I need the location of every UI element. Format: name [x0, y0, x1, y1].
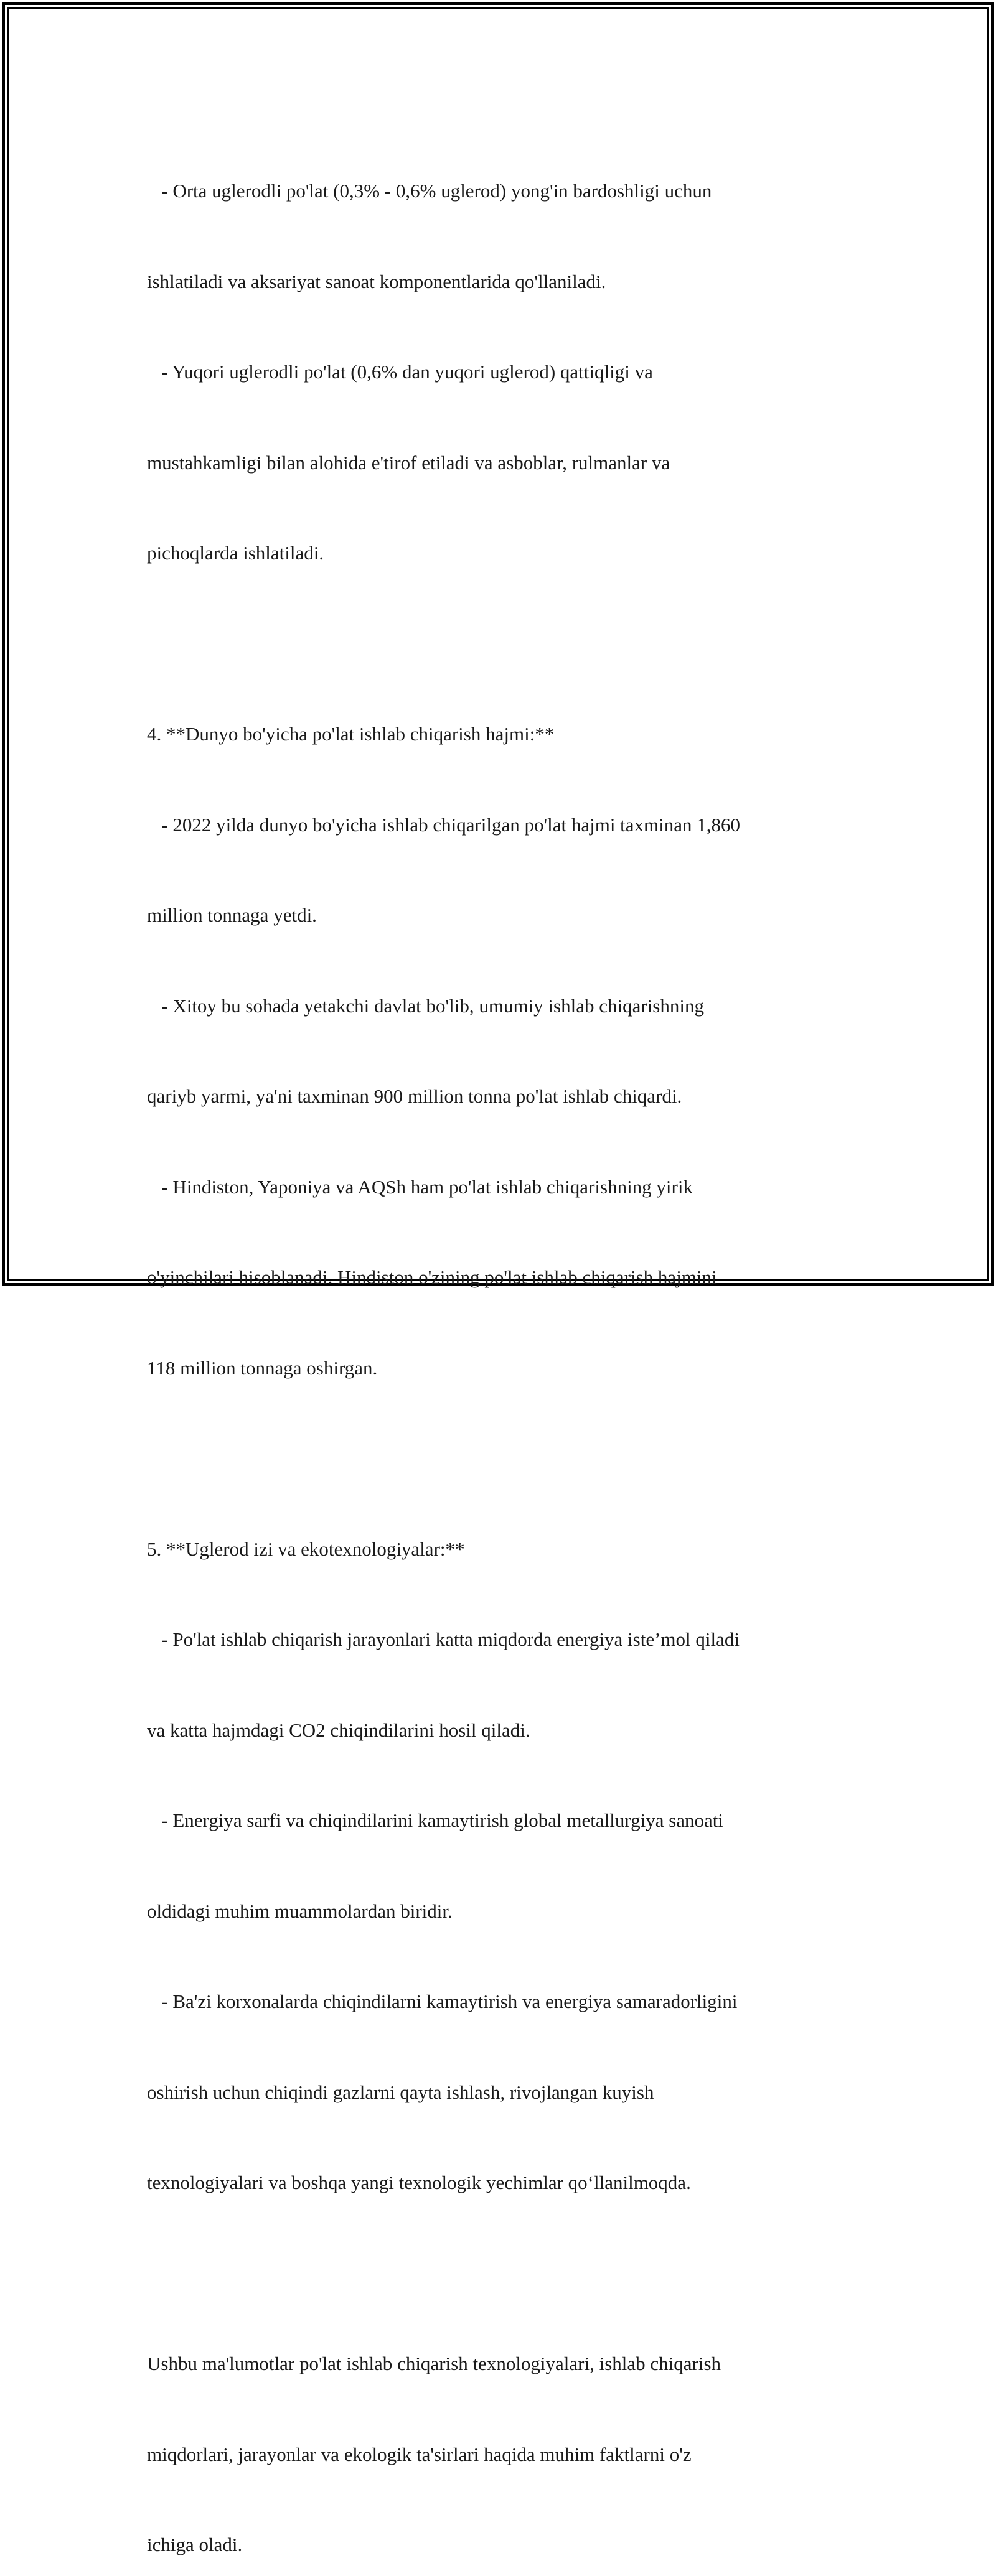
conclusion-line: miqdorlari, jarayonlar va ekologik ta'sirlari haqida muhim faktlarni o'z: [147, 2443, 692, 2465]
text-line: 118 million tonnaga oshirgan.: [147, 1356, 378, 1379]
text-line: ishlatiladi va aksariyat sanoat komponentlarida qo'llaniladi.: [147, 270, 606, 292]
paragraph-spacer: [147, 2259, 881, 2289]
conclusion-line: Ushbu ma'lumotlar po'lat ishlab chiqarish texnologiyalari, ishlab chiqarish: [147, 2353, 721, 2374]
section-heading: 4. **Dunyo bo'yicha po'lat ishlab chiqarish hajmi:**: [147, 723, 555, 745]
text-line: million tonnaga yetdi.: [147, 904, 317, 926]
text-line: - Po'lat ishlab chiqarish jarayonlari katta miqdorda energiya iste’mol qiladi: [147, 1628, 740, 1650]
text-line: - Xitoy bu sohada yetakchi davlat bo'lib, umumiy ishlab chiqarishning: [147, 994, 704, 1017]
text-line: oldidagi muhim muammolardan biridir.: [147, 1900, 453, 1922]
text-line: - Energiya sarfi va chiqindilarini kamaytirish global metallurgiya sanoati: [147, 1809, 724, 1831]
text-line: o'yinchilari hisoblanadi. Hindiston o'zining po'lat ishlab chiqarish hajmini: [147, 1266, 717, 1288]
text-line: - Orta uglerodli po'lat (0,3% - 0,6% uglerod) yong'in bardoshligi uchun: [147, 180, 712, 202]
conclusion-line: ichiga oladi.: [147, 2534, 243, 2555]
text-line: qariyb yarmi, ya'ni taxminan 900 million tonna po'lat ishlab chiqardi.: [147, 1085, 682, 1107]
text-line: - Ba'zi korxonalarda chiqindilarni kamaytirish va energiya samaradorligini: [147, 1990, 738, 2012]
text-line: oshirish uchun chiqindi gazlarni qayta ishlash, rivojlangan kuyish: [147, 2081, 654, 2103]
text-line: - Yuqori uglerodli po'lat (0,6% dan yuqori uglerod) qattiqligi va: [147, 361, 653, 383]
text-line: pichoqlarda ishlatiladi.: [147, 542, 324, 564]
text-line: texnologiyalari va boshqa yangi texnologik yechimlar qo‘llanilmoqda.: [147, 2172, 691, 2193]
text-line: va katta hajmdagi CO2 chiqindilarini hosil qiladi.: [147, 1719, 530, 1741]
document-body: [147, 116, 881, 2576]
paragraph-spacer: [147, 1444, 881, 1474]
paragraph-spacer: [147, 629, 881, 660]
text-line: - 2022 yilda dunyo bo'yicha ishlab chiqarilgan po'lat hajmi taxminan 1,860: [147, 813, 741, 836]
section-heading: 5. **Uglerod izi va ekotexnologiyalar:**: [147, 1538, 465, 1560]
text-line: - Hindiston, Yaponiya va AQSh ham po'lat ishlab chiqarishning yirik: [147, 1175, 693, 1198]
text-line: mustahkamligi bilan alohida e'tirof etiladi va asboblar, rulmanlar va: [147, 451, 670, 474]
